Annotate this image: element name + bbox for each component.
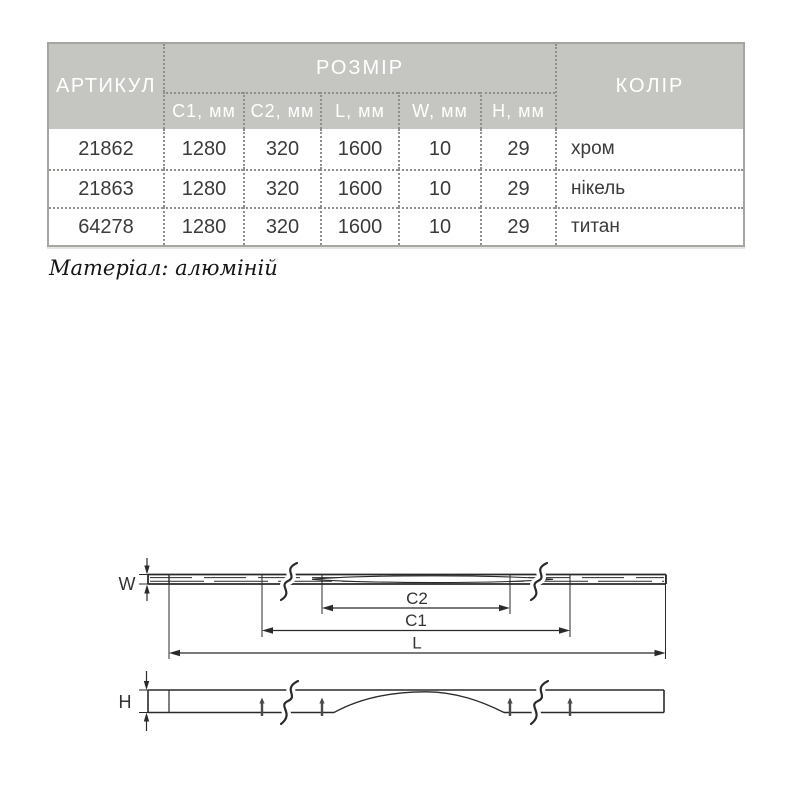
dimension-label-w: W bbox=[118, 574, 136, 594]
table-row-cell-h: 29 bbox=[480, 169, 555, 207]
column-header-c1: C1, мм bbox=[163, 92, 243, 129]
table-row-cell-w: 10 bbox=[398, 169, 480, 207]
dimension-label-h: H bbox=[118, 692, 132, 712]
table-row-cell-c2: 320 bbox=[243, 129, 320, 169]
material-note: Матеріал: алюміній bbox=[49, 256, 278, 280]
table-row-cell-l: 1600 bbox=[320, 129, 398, 169]
column-header-h: H, мм bbox=[480, 92, 555, 129]
dimension-label-c1: C1 bbox=[405, 611, 427, 630]
dimension-c1 bbox=[262, 611, 570, 634]
table-row-cell-h: 29 bbox=[480, 129, 555, 169]
table-row-cell-c1: 1280 bbox=[163, 207, 243, 245]
dimension-label-c2: C2 bbox=[406, 589, 428, 608]
dimension-c2 bbox=[322, 589, 510, 611]
column-header-rozmir: РОЗМІР bbox=[163, 44, 555, 92]
column-header-artikul: АРТИКУЛ bbox=[49, 44, 163, 129]
dimension-h bbox=[119, 671, 150, 731]
table-row-cell-kolir: титан bbox=[555, 207, 743, 245]
table-row-cell-c2: 320 bbox=[243, 169, 320, 207]
table-row-cell-l: 1600 bbox=[320, 207, 398, 245]
dimension-label-l: L bbox=[412, 633, 422, 653]
table-row-cell-artikul: 64278 bbox=[49, 207, 163, 245]
dimension-w bbox=[119, 558, 150, 601]
table-row-cell-artikul: 21862 bbox=[49, 129, 163, 169]
column-header-kolir: КОЛІР bbox=[555, 44, 743, 129]
table-row-cell-w: 10 bbox=[398, 207, 480, 245]
side-view-profile bbox=[148, 690, 664, 713]
table-row-cell-c1: 1280 bbox=[163, 129, 243, 169]
table-row-cell-c2: 320 bbox=[243, 207, 320, 245]
table-row-cell-artikul: 21863 bbox=[49, 169, 163, 207]
top-view-profile bbox=[148, 575, 666, 585]
table-row-cell-w: 10 bbox=[398, 129, 480, 169]
table-row-cell-kolir: хром bbox=[555, 129, 743, 169]
column-header-l: L, мм bbox=[320, 92, 398, 129]
table-row-cell-c1: 1280 bbox=[163, 169, 243, 207]
table-row-cell-h: 29 bbox=[480, 207, 555, 245]
dimension-l bbox=[169, 634, 666, 657]
column-header-w: W, мм bbox=[398, 92, 480, 129]
table-row-cell-kolir: нікель bbox=[555, 169, 743, 207]
column-header-c2: C2, мм bbox=[243, 92, 320, 129]
table-row-cell-l: 1600 bbox=[320, 169, 398, 207]
